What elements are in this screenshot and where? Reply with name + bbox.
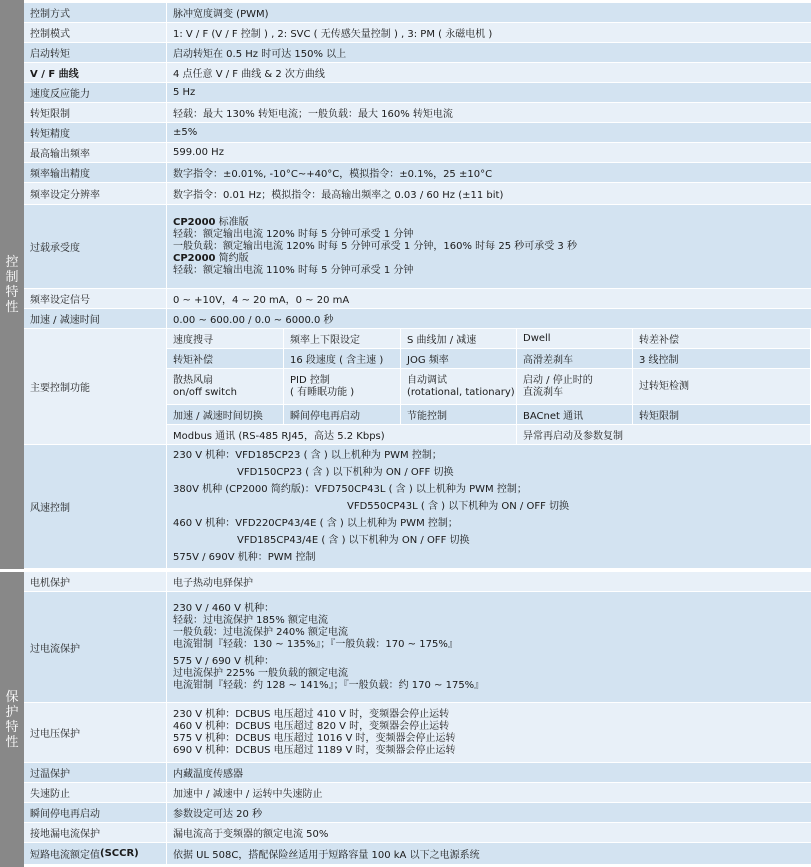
row-overcurrent [24, 592, 811, 703]
row-power-loss-restart [24, 803, 811, 823]
row-label: 过电压保护 [24, 703, 166, 763]
overvoltage-line: 230 V 机种：DCBUS 电压超过 410 V 时，变频器会停止运转 [173, 708, 450, 720]
row-control-method [24, 3, 811, 23]
fan-line: 380V 机种 (CP2000 简约版)：VFD750CP43L ( 含 ) 以上机种为 PWM 控制； [173, 484, 527, 495]
overload-standard-line: 一般负载：额定输出电流 120% 时每 5 分钟可承受 1 分钟，160% 时每 25 秒可承受 3 秒 [173, 240, 577, 252]
function-cell: 加速 / 减速时间切换 [167, 405, 284, 425]
function-cell: 瞬间停电再启动 [284, 405, 401, 425]
row-label: 控制方式 [24, 3, 166, 23]
row-value: 内藏温度传感器 [167, 763, 811, 783]
row-value: 电子热动电驿保护 [167, 572, 811, 592]
row-value [167, 703, 811, 763]
row-overheat [24, 763, 811, 783]
function-cell: 节能控制 [401, 405, 517, 425]
overcurrent-line: 575 V / 690 V 机种： [173, 655, 275, 667]
category-control: 控制特性 [0, 0, 24, 569]
fan-line: 575V / 690V 机种：PWM 控制 [173, 552, 316, 563]
row-accel-time [24, 309, 811, 329]
function-cell: 高滑差刹车 [517, 349, 633, 369]
category-protection: 保护特性 [0, 572, 24, 867]
row-label: 瞬间停电再启动 [24, 803, 166, 823]
row-label: 启动转矩 [24, 43, 166, 63]
function-cell: 3 线控制 [633, 349, 811, 369]
row-label: 电机保护 [24, 572, 166, 592]
row-value: 数字指令：0.01 Hz；模拟指令：最高输出频率之 0.03 / 60 Hz (±11 bit) [167, 183, 811, 205]
function-cell: PID 控制 ( 有睡眠功能 ) [284, 369, 401, 405]
function-cell: 散热风扇 on/off switch [167, 369, 284, 405]
overload-standard-title: CP2000 标准版 [173, 216, 249, 228]
row-label: 加速 / 减速时间 [24, 309, 166, 329]
function-cell: 转矩补偿 [167, 349, 284, 369]
row-torque-limit [24, 103, 811, 123]
row-control-mode [24, 23, 811, 43]
row-label: 最高输出频率 [24, 143, 166, 163]
row-value [167, 205, 811, 289]
row-value: 1: V / F (V / F 控制 ) , 2: SVC ( 无传感矢量控制 ) , 3: PM ( 永磁电机 ) [167, 23, 811, 43]
row-label: 速度反应能力 [24, 83, 166, 103]
function-cell: 自动调试 (rotational, tationary) [401, 369, 517, 405]
row-value [167, 592, 811, 703]
fan-line: VFD550CP43L ( 含 ) 以下机种为 ON / OFF 切换 [347, 501, 570, 512]
function-cell: Dwell [517, 329, 633, 349]
overload-simple-line: 轻载：额定输出电流 110% 时每 5 分钟可承受 1 分钟 [173, 264, 414, 276]
row-motor-protect [24, 572, 811, 592]
row-value: 0.00 ~ 600.00 / 0.0 ~ 6000.0 秒 [167, 309, 811, 329]
function-cell: 过转矩检测 [633, 369, 811, 405]
row-label: 转矩限制 [24, 103, 166, 123]
row-label: 频率设定信号 [24, 289, 166, 309]
row-label: 主要控制功能 [24, 329, 166, 445]
row-vf-curve [24, 63, 811, 83]
overvoltage-line: 690 V 机种：DCBUS 电压超过 1189 V 时，变频器会停止运转 [173, 744, 456, 756]
row-value: 0 ~ +10V，4 ~ 20 mA，0 ~ 20 mA [167, 289, 811, 309]
row-value: 启动转矩在 0.5 Hz 时可达 150% 以上 [167, 43, 811, 63]
function-cell: 速度搜寻 [167, 329, 284, 349]
overcurrent-line: 230 V / 460 V 机种： [173, 602, 275, 614]
fan-line: 230 V 机种：VFD185CP23 ( 含 ) 以上机种为 PWM 控制； [173, 450, 442, 461]
row-value: 数字指令：±0.01%, -10°C~+40°C，模拟指令：±0.1%，25 ±10°C [167, 163, 811, 183]
row-value: 加速中 / 减速中 / 运转中失速防止 [167, 783, 811, 803]
row-fan-control [24, 445, 811, 569]
row-label: 频率输出精度 [24, 163, 166, 183]
row-freq-accuracy [24, 163, 811, 183]
row-max-output-freq [24, 143, 811, 163]
function-grid [167, 329, 811, 445]
row-label: 短路电流额定值 (SCCR) [24, 843, 166, 865]
row-overvoltage [24, 703, 811, 763]
overcurrent-line: 电流钳制『轻载：130 ~ 135%』；『一般负载：170 ~ 175%』 [173, 638, 458, 650]
row-label: 过温保护 [24, 763, 166, 783]
function-cell: BACnet 通讯 [517, 405, 633, 425]
row-value [167, 445, 811, 569]
function-cell: 16 段速度 ( 含主速 ) [284, 349, 401, 369]
row-value: 依据 UL 508C，搭配保险丝适用于短路容量 100 kA 以下之电源系统 [167, 843, 811, 865]
function-cell: 频率上下限设定 [284, 329, 401, 349]
row-value: 5 Hz [167, 83, 811, 103]
fan-line: 460 V 机种：VFD220CP43/4E ( 含 ) 以上机种为 PWM 控制； [173, 518, 458, 529]
row-value: 漏电流高于变频器的额定电流 50% [167, 823, 811, 843]
row-stall-prevention [24, 783, 811, 803]
overcurrent-line: 电流钳制『轻载：约 128 ~ 141%』；『一般负载：约 170 ~ 175%』 [173, 679, 485, 691]
row-value: 599.00 Hz [167, 143, 811, 163]
row-start-torque [24, 43, 811, 63]
fan-line: VFD185CP43/4E ( 含 ) 以下机种为 ON / OFF 切换 [237, 535, 470, 546]
function-cell: 转矩限制 [633, 405, 811, 425]
row-freq-signal [24, 289, 811, 309]
function-cell: 异常再启动及参数复制 [517, 425, 811, 445]
row-sccr [24, 843, 811, 865]
function-cell: 转差补偿 [633, 329, 811, 349]
row-label: 过载承受度 [24, 205, 166, 289]
overload-simple-title: CP2000 简约版 [173, 252, 249, 264]
overcurrent-line: 过电流保护 225% 一般负载的额定电流 [173, 667, 348, 679]
row-overload [24, 205, 811, 289]
row-speed-response [24, 83, 811, 103]
row-value: ±5% [167, 123, 811, 143]
row-label: 转矩精度 [24, 123, 166, 143]
row-main-functions [24, 329, 811, 445]
row-label: 过电流保护 [24, 592, 166, 703]
row-label: 接地漏电流保护 [24, 823, 166, 843]
overcurrent-line: 轻载：过电流保护 185% 额定电流 [173, 614, 328, 626]
row-value: 轻载：最大 130% 转矩电流；一般负载：最大 160% 转矩电流 [167, 103, 811, 123]
overcurrent-line: 一般负载：过电流保护 240% 额定电流 [173, 626, 348, 638]
function-cell: JOG 频率 [401, 349, 517, 369]
row-label: 失速防止 [24, 783, 166, 803]
row-label: 频率设定分辨率 [24, 183, 166, 205]
overvoltage-line: 460 V 机种：DCBUS 电压超过 820 V 时，变频器会停止运转 [173, 720, 450, 732]
function-cell: 启动 / 停止时的 直流刹车 [517, 369, 633, 405]
row-label: 风速控制 [24, 445, 166, 569]
function-cell: S 曲线加 / 减速 [401, 329, 517, 349]
row-freq-resolution [24, 183, 811, 205]
overvoltage-line: 575 V 机种：DCBUS 电压超过 1016 V 时，变频器会停止运转 [173, 732, 456, 744]
function-cell: Modbus 通讯 (RS-485 RJ45，高达 5.2 Kbps) [167, 425, 517, 445]
row-ground-leakage [24, 823, 811, 843]
row-value: 参数设定可达 20 秒 [167, 803, 811, 823]
row-torque-accuracy [24, 123, 811, 143]
row-label: V / F 曲线 [24, 63, 166, 83]
fan-line: VFD150CP23 ( 含 ) 以下机种为 ON / OFF 切换 [237, 467, 454, 478]
overload-standard-line: 轻载：额定输出电流 120% 时每 5 分钟可承受 1 分钟 [173, 228, 414, 240]
row-value: 脉冲宽度调变 (PWM) [167, 3, 811, 23]
row-value: 4 点任意 V / F 曲线 & 2 次方曲线 [167, 63, 811, 83]
row-label: 控制模式 [24, 23, 166, 43]
